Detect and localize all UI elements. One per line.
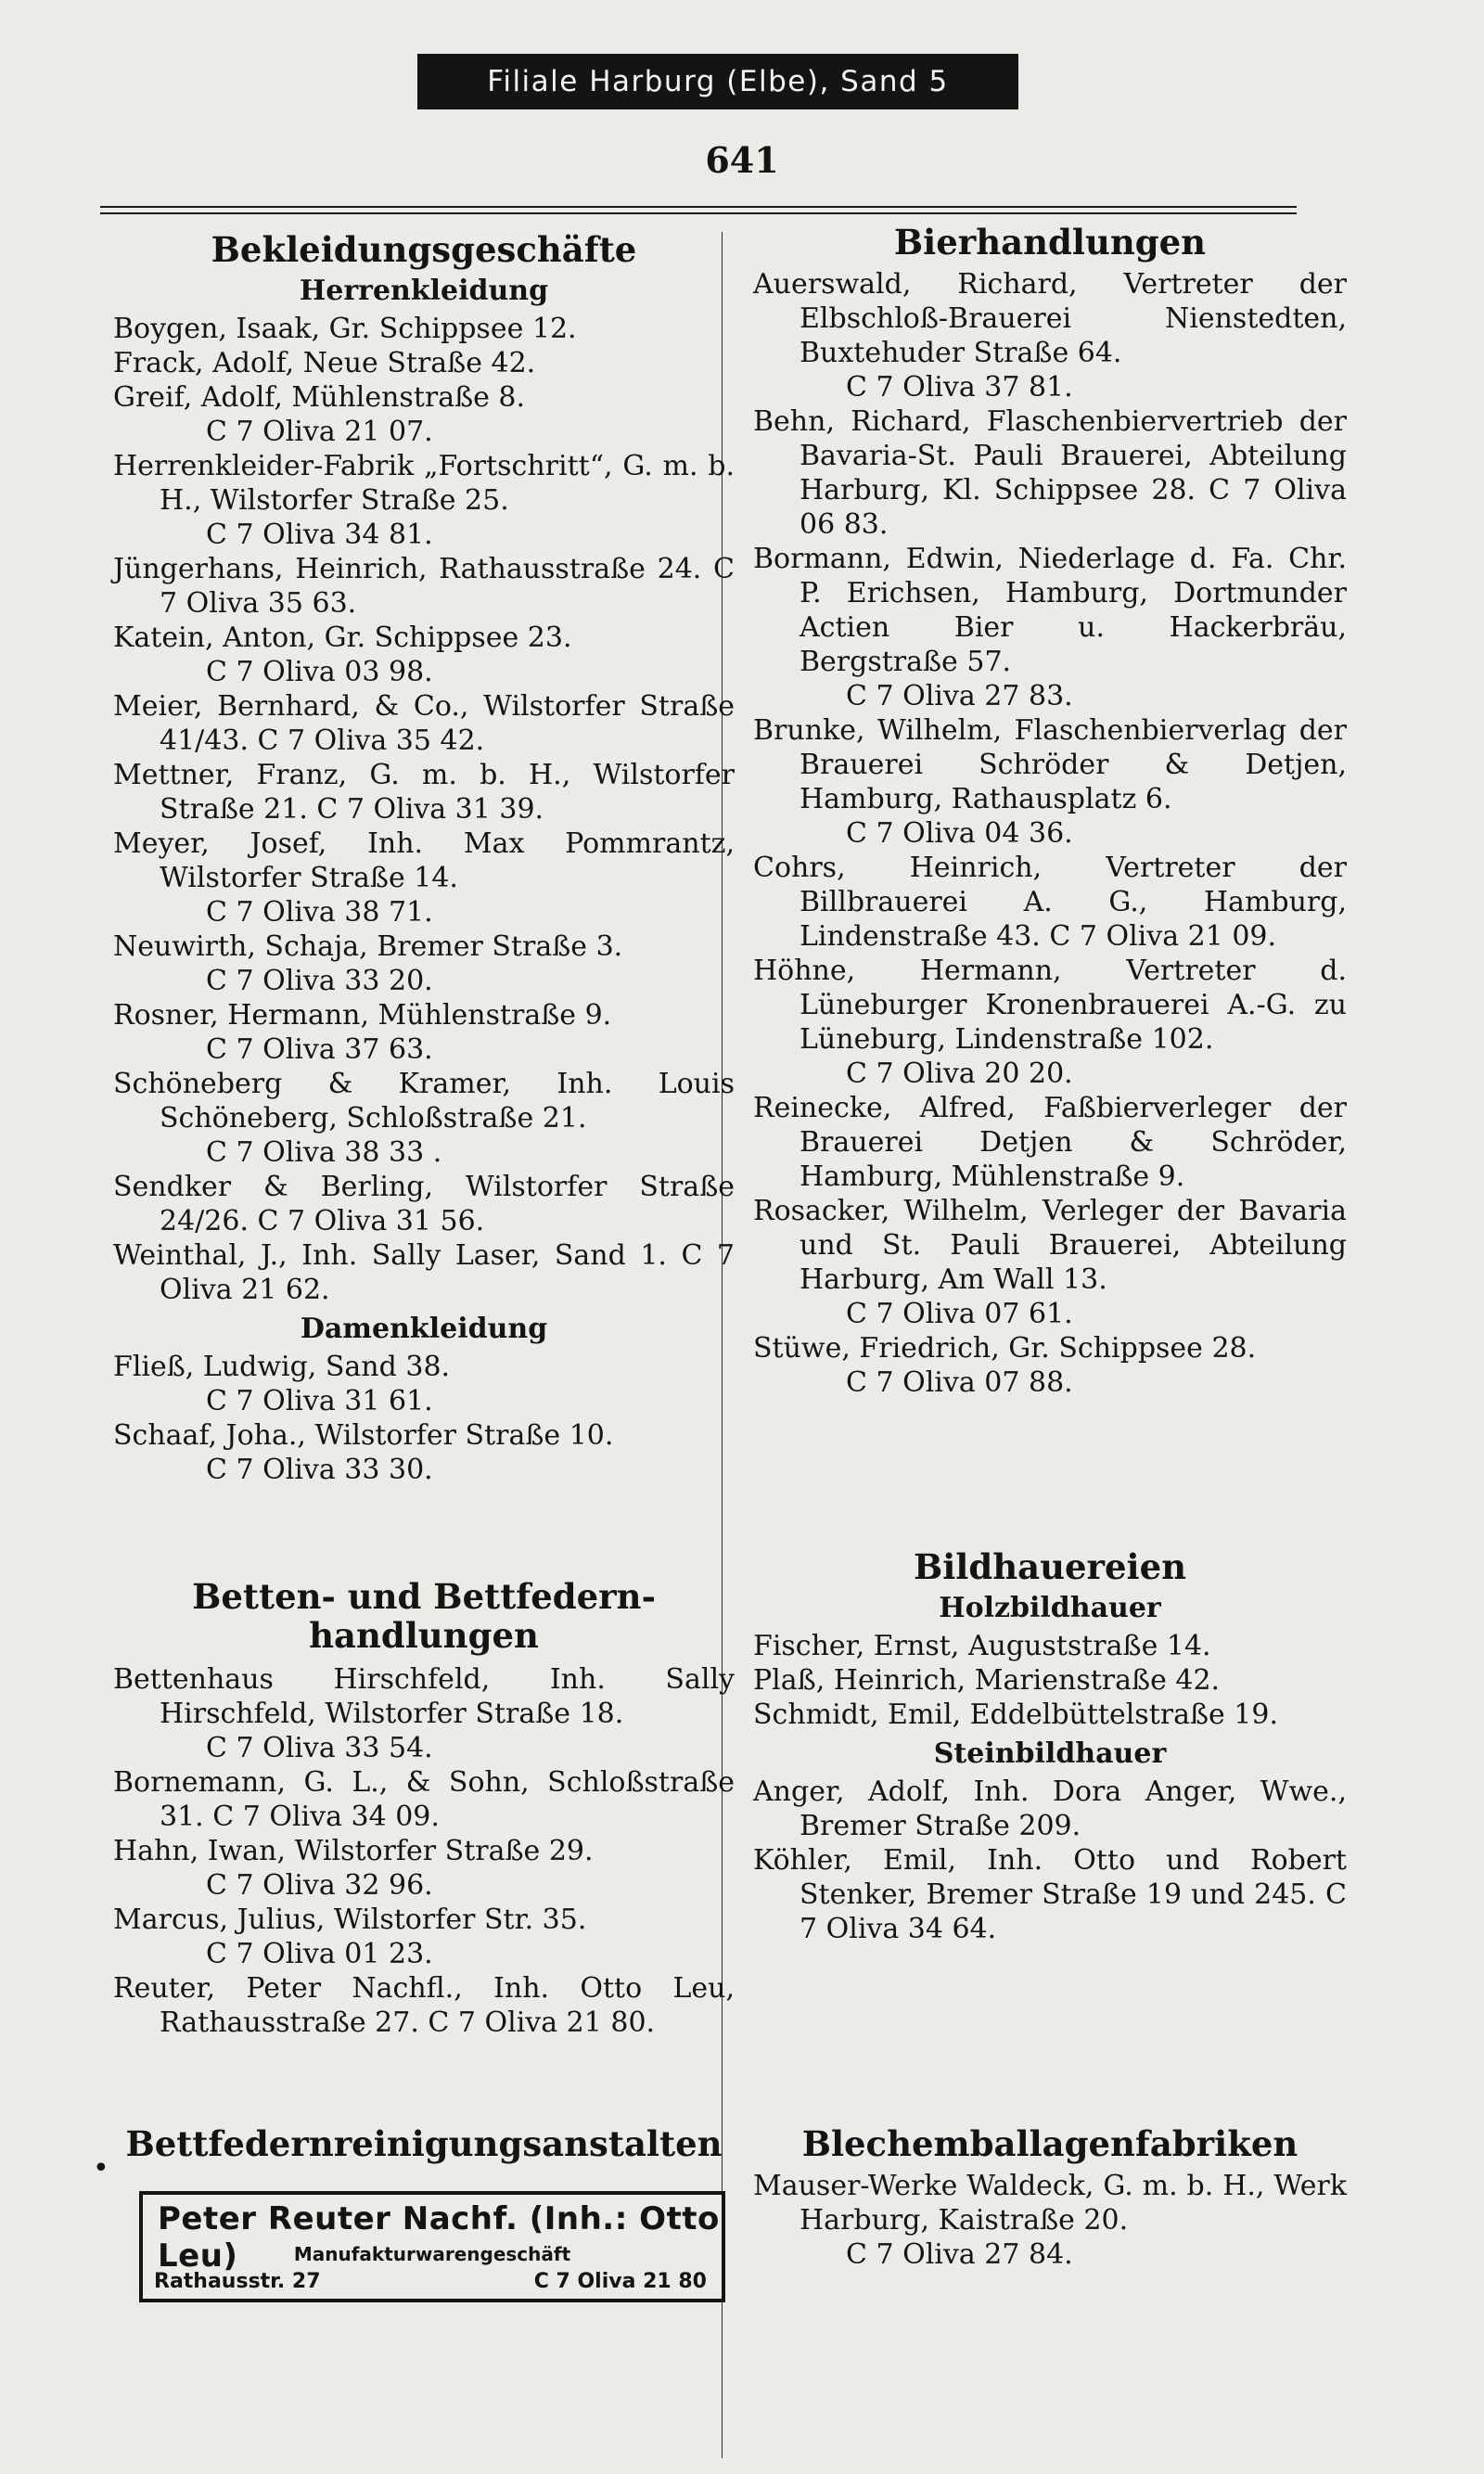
entry-text: Auerswald, Richard, Vertreter der Elbschloß-Brauerei Nienstedten, Buxtehuder Straße 64. [753, 268, 1347, 369]
entry-text: Herrenkleider-Fabrik „Fortschritt“, G. m. b. H., Wilstorfer Straße 25. [113, 450, 735, 517]
list-item [113, 689, 735, 758]
list-item [113, 1238, 735, 1307]
entry-text: Köhler, Emil, Inh. Otto und Robert Stenker, Bremer Straße 19 und 245. C 7 Oliva 34 64. [753, 1844, 1347, 1945]
list-item [113, 1067, 735, 1170]
list-item [113, 1662, 735, 1765]
entry-phone: C 7 Oliva 01 23. [206, 1938, 433, 1970]
list-item [113, 312, 735, 346]
entry-text: Jüngerhans, Heinrich, Rathausstraße 24. C 7 Oliva 35 63. [113, 553, 735, 620]
top-rule [100, 206, 1297, 208]
ad-phone: C 7 Oliva 21 80 [533, 2270, 707, 2293]
section-blechemballagen [753, 2124, 1347, 2272]
entry-phone: C 7 Oliva 38 33 . [206, 1136, 442, 1169]
entry-phone: C 7 Oliva 04 36. [846, 817, 1073, 850]
entry-list [113, 312, 735, 1307]
entry-text: Schaaf, Joha., Wilstorfer Straße 10. [113, 1419, 614, 1452]
section-heading-cont: handlungen [309, 1615, 539, 1656]
entry-text: Fischer, Ernst, Auguststraße 14. [753, 1630, 1211, 1662]
list-item [753, 1843, 1347, 1946]
bullet-mark: • [93, 2152, 109, 2185]
section-heading: Bildhauereien [913, 1546, 1187, 1587]
list-item [753, 1194, 1347, 1331]
entry-text: Schmidt, Emil, Eddelbüttelstraße 19. [753, 1698, 1279, 1731]
entry-phone: C 7 Oliva 31 61. [206, 1385, 433, 1417]
section-heading: Bekleidungsgeschäfte [211, 229, 637, 270]
entry-phone: C 7 Oliva 07 61. [846, 1298, 1073, 1330]
entry-text: Mettner, Franz, G. m. b. H., Wilstorfer Straße 21. C 7 Oliva 31 39. [113, 759, 735, 826]
section-betten [113, 1577, 735, 2040]
ad-business-type: Manufakturwarengeschäft [293, 2243, 571, 2265]
entry-text: Meyer, Josef, Inh. Max Pommrantz, Wilstorfer Straße 14. [113, 827, 735, 894]
banner-text: Filiale Harburg (Elbe), Sand 5 [487, 65, 949, 98]
entry-text: Sendker & Berling, Wilstorfer Straße 24/26. C 7 Oliva 31 56. [113, 1171, 735, 1237]
entry-phone: C 7 Oliva 07 88. [846, 1366, 1073, 1399]
entry-text: Hahn, Iwan, Wilstorfer Straße 29. [113, 1835, 594, 1867]
entry-text: Bettenhaus Hirschfeld, Inh. Sally Hirschfeld, Wilstorfer Straße 18. [113, 1663, 735, 1730]
list-item [753, 542, 1347, 713]
section-heading: Bettfedernreinigungsanstalten [125, 2123, 723, 2164]
list-item [113, 621, 735, 689]
entry-text: Boygen, Isaak, Gr. Schippsee 12. [113, 313, 577, 345]
subheading-damen: Damenkleidung [300, 1313, 548, 1345]
list-item [113, 1971, 735, 2040]
entry-text: Neuwirth, Schaja, Bremer Straße 3. [113, 930, 623, 963]
entry-phone: C 7 Oliva 03 98. [206, 656, 433, 688]
list-item [113, 1903, 735, 1971]
list-item [113, 758, 735, 827]
entry-text: Katein, Anton, Gr. Schippsee 23. [113, 622, 572, 654]
section-heading: Betten- und Bettfedern- [192, 1576, 656, 1617]
entry-text: Meier, Bernhard, & Co., Wilstorfer Straße 41/43. C 7 Oliva 35 42. [113, 690, 735, 757]
entry-text: Plaß, Heinrich, Marienstraße 42. [753, 1664, 1221, 1697]
list-item [753, 2169, 1347, 2272]
entry-text: Frack, Adolf, Neue Straße 42. [113, 347, 536, 379]
filiale-banner [417, 54, 1018, 109]
entry-text: Mauser-Werke Waldeck, G. m. b. H., Werk Harburg, Kaistraße 20. [753, 2170, 1347, 2237]
section-bekleidung [113, 230, 735, 1487]
entry-text: Stüwe, Friedrich, Gr. Schippsee 28. [753, 1332, 1257, 1365]
entry-phone: C 7 Oliva 34 81. [206, 519, 433, 551]
entry-list [113, 1350, 735, 1487]
section-heading: Bierhandlungen [893, 222, 1207, 263]
ad-address: Rathausstr. 27 [154, 2270, 321, 2293]
entry-phone: C 7 Oliva 38 71. [206, 896, 433, 929]
top-rule-2 [100, 212, 1297, 214]
entry-phone: C 7 Oliva 33 20. [206, 965, 433, 997]
list-item [113, 346, 735, 380]
entry-text: Marcus, Julius, Wilstorfer Str. 35. [113, 1904, 587, 1936]
entry-phone: C 7 Oliva 20 20. [846, 1058, 1073, 1090]
list-item [753, 954, 1347, 1091]
list-item [113, 552, 735, 621]
entry-text: Rosacker, Wilhelm, Verleger der Bavaria und St. Pauli Brauerei, Abteilung Harburg, Am Wall 13. [753, 1195, 1347, 1296]
entry-phone: C 7 Oliva 27 84. [846, 2238, 1073, 2271]
entry-phone: C 7 Oliva 33 30. [206, 1454, 433, 1486]
list-item [753, 1091, 1347, 1194]
entry-text: Schöneberg & Kramer, Inh. Louis Schöneberg, Schloßstraße 21. [113, 1068, 735, 1134]
entry-text: Cohrs, Heinrich, Vertreter der Billbrauerei A. G., Hamburg, Lindenstraße 43. C 7 Oliva 21 09. [753, 852, 1347, 953]
list-item [753, 1331, 1347, 1400]
entry-phone: C 7 Oliva 37 63. [206, 1033, 433, 1066]
entry-text: Bormann, Edwin, Niederlage d. Fa. Chr. P. Erichsen, Hamburg, Dortmunder Actien Bier u. Hackerbräu, Bergstraße 57. [753, 543, 1347, 678]
entry-text: Behn, Richard, Flaschenbiervertrieb der Bavaria-St. Pauli Brauerei, Abteilung Harburg, Kl. Schippsee 28. C 7 Oliva 06 83. [753, 405, 1347, 541]
list-item [753, 1775, 1347, 1843]
entry-list [753, 1775, 1347, 1946]
list-item [113, 1170, 735, 1238]
entry-phone: C 7 Oliva 21 07. [206, 416, 433, 448]
section-bettfedernreinigung [113, 2124, 735, 2163]
list-item [113, 998, 735, 1067]
entry-text: Weinthal, J., Inh. Sally Laser, Sand 1. C 7 Oliva 21 62. [113, 1239, 735, 1306]
section-heading: Blechemballagenfabriken [801, 2123, 1298, 2164]
subheading-holz: Holzbildhauer [939, 1592, 1161, 1624]
entry-list [753, 267, 1347, 1400]
entry-text: Greif, Adolf, Mühlenstraße 8. [113, 381, 526, 414]
list-item [753, 404, 1347, 542]
entry-list [113, 1662, 735, 2040]
entry-phone: C 7 Oliva 27 83. [846, 680, 1073, 712]
list-item [113, 1765, 735, 1834]
list-item [113, 929, 735, 998]
entry-text: Fließ, Ludwig, Sand 38. [113, 1351, 451, 1383]
entry-text: Reinecke, Alfred, Faßbierverleger der Brauerei Detjen & Schröder, Hamburg, Mühlenstraße 9. [753, 1092, 1347, 1193]
subheading-stein: Steinbildhauer [933, 1737, 1167, 1770]
entry-phone: C 7 Oliva 32 96. [206, 1869, 433, 1902]
ad-company-name: Peter Reuter Nachf. (Inh.: Otto Leu) [158, 2200, 720, 2275]
entry-list [753, 2169, 1347, 2272]
section-bildhauereien [753, 1547, 1347, 1946]
list-item [753, 713, 1347, 851]
entry-text: Rosner, Hermann, Mühlenstraße 9. [113, 999, 612, 1032]
list-item [753, 1629, 1347, 1663]
page-number: 641 [705, 139, 779, 181]
entry-phone: C 7 Oliva 33 54. [206, 1732, 433, 1764]
entry-text: Brunke, Wilhelm, Flaschenbierverlag der Brauerei Schröder & Detjen, Hamburg, Rathausplatz 6. [753, 714, 1347, 815]
list-item [753, 267, 1347, 404]
advertisement-box [139, 2191, 725, 2302]
entry-phone: C 7 Oliva 37 81. [846, 371, 1073, 404]
entry-text: Höhne, Hermann, Vertreter d. Lüneburger Kronenbrauerei A.-G. zu Lüneburg, Lindenstraße 102. [753, 955, 1347, 1056]
list-item [753, 1698, 1347, 1732]
entry-text: Anger, Adolf, Inh. Dora Anger, Wwe., Bremer Straße 209. [753, 1775, 1347, 1842]
section-bierhandlungen [753, 223, 1347, 1400]
entry-text: Bornemann, G. L., & Sohn, Schloßstraße 31. C 7 Oliva 34 09. [113, 1766, 735, 1833]
list-item [753, 851, 1347, 954]
entry-list [753, 1629, 1347, 1732]
list-item [113, 1418, 735, 1487]
subheading-herren: Herrenkleidung [299, 275, 549, 307]
list-item [753, 1663, 1347, 1698]
list-item [113, 1350, 735, 1418]
list-item [113, 1834, 735, 1903]
entry-text: Reuter, Peter Nachfl., Inh. Otto Leu, Rathausstraße 27. C 7 Oliva 21 80. [113, 1972, 735, 2039]
list-item [113, 827, 735, 929]
list-item [113, 380, 735, 449]
list-item [113, 449, 735, 552]
